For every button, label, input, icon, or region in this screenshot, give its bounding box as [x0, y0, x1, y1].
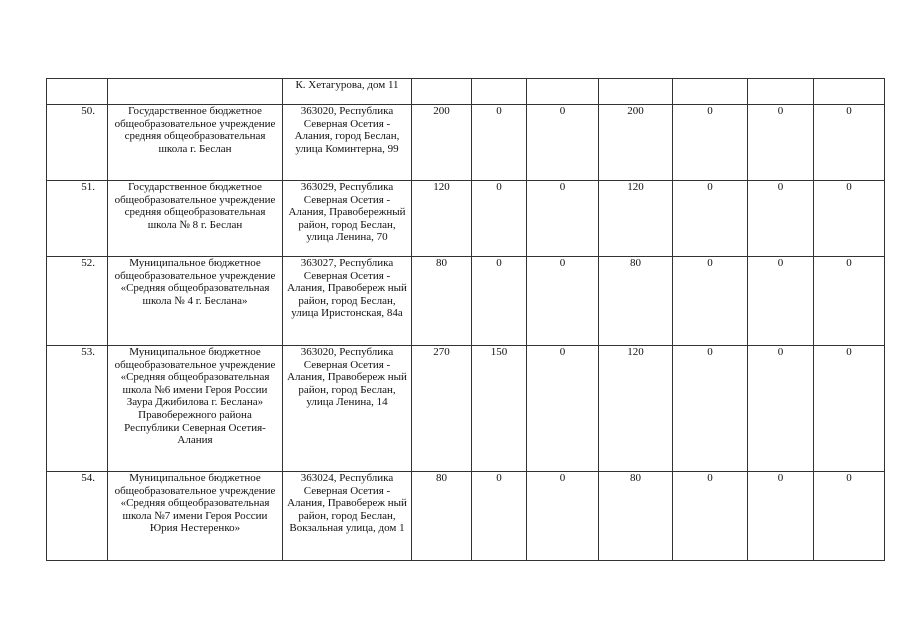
value-cell: 0 — [472, 105, 527, 181]
row-number: 51. — [47, 181, 108, 257]
institution-name: Муниципальное бюджетное общеобразовательное учреждение «Средняя общеобразовательная школа №7 имени Героя России Юрия Нестеренко» — [108, 472, 283, 561]
value-cell: 200 — [599, 105, 673, 181]
value-cell: 80 — [599, 257, 673, 346]
value-cell: 0 — [472, 181, 527, 257]
value-cell — [527, 79, 599, 105]
institution-name: Муниципальное бюджетное общеобразовательное учреждение «Средняя общеобразовательная школа № 4 г. Беслана» — [108, 257, 283, 346]
value-cell: 0 — [673, 181, 748, 257]
institution-address: 363029, Республика Северная Осетия - Алания, Правобережный район, город Беслан, улица Ленина, 70 — [283, 181, 412, 257]
value-cell: 0 — [527, 181, 599, 257]
value-cell — [472, 79, 527, 105]
value-cell — [748, 79, 814, 105]
value-cell: 0 — [814, 472, 885, 561]
value-cell: 270 — [412, 346, 472, 472]
table-body — [47, 79, 885, 561]
value-cell: 120 — [412, 181, 472, 257]
table-row — [47, 472, 885, 561]
value-cell: 0 — [472, 257, 527, 346]
table-row — [47, 346, 885, 472]
value-cell: 0 — [748, 346, 814, 472]
value-cell: 0 — [748, 257, 814, 346]
table-row — [47, 181, 885, 257]
table-row — [47, 257, 885, 346]
table-row — [47, 105, 885, 181]
institution-name: Государственное бюджетное общеобразовательное учреждение средняя общеобразовательная школа № 8 г. Беслан — [108, 181, 283, 257]
value-cell: 0 — [527, 346, 599, 472]
value-cell: 0 — [814, 346, 885, 472]
value-cell: 0 — [814, 105, 885, 181]
row-number: 53. — [47, 346, 108, 472]
value-cell: 0 — [527, 472, 599, 561]
institution-address: К. Хетагурова, дом 11 — [283, 79, 412, 105]
value-cell: 0 — [673, 472, 748, 561]
row-number: 50. — [47, 105, 108, 181]
value-cell: 0 — [673, 257, 748, 346]
value-cell: 80 — [412, 257, 472, 346]
institution-address: 363020, Республика Северная Осетия - Алания, город Беслан, улица Коминтерна, 99 — [283, 105, 412, 181]
institution-address: 363020, Республика Северная Осетия - Алания, Правобереж ный район, город Беслан, улица Ленина, 14 — [283, 346, 412, 472]
value-cell — [412, 79, 472, 105]
value-cell: 0 — [748, 105, 814, 181]
row-number — [47, 79, 108, 105]
value-cell: 150 — [472, 346, 527, 472]
value-cell: 0 — [527, 105, 599, 181]
value-cell: 0 — [673, 346, 748, 472]
table-row — [47, 79, 885, 105]
value-cell: 0 — [748, 181, 814, 257]
value-cell: 120 — [599, 346, 673, 472]
institution-address: 363024, Республика Северная Осетия - Алания, Правобереж ный район, город Беслан, Вокзальная улица, дом 1 — [283, 472, 412, 561]
value-cell: 0 — [472, 472, 527, 561]
value-cell: 0 — [814, 257, 885, 346]
value-cell: 0 — [673, 105, 748, 181]
value-cell: 120 — [599, 181, 673, 257]
value-cell: 0 — [527, 257, 599, 346]
value-cell: 0 — [814, 181, 885, 257]
value-cell: 200 — [412, 105, 472, 181]
value-cell — [599, 79, 673, 105]
value-cell — [814, 79, 885, 105]
institution-address: 363027, Республика Северная Осетия - Алания, Правобереж ный район, город Беслан, улица Иристонская, 84а — [283, 257, 412, 346]
row-number: 54. — [47, 472, 108, 561]
value-cell: 80 — [412, 472, 472, 561]
schools-table — [46, 78, 885, 561]
institution-name: Государственное бюджетное общеобразовательное учреждение средняя общеобразовательная школа г. Беслан — [108, 105, 283, 181]
value-cell: 80 — [599, 472, 673, 561]
institution-name: Муниципальное бюджетное общеобразовательное учреждение «Средняя общеобразовательная школа №6 имени Героя России Заура Джибилова г. Беслана» Правобережного района Республики Северная Осетия-Алания — [108, 346, 283, 472]
row-number: 52. — [47, 257, 108, 346]
value-cell — [673, 79, 748, 105]
value-cell: 0 — [748, 472, 814, 561]
institution-name — [108, 79, 283, 105]
